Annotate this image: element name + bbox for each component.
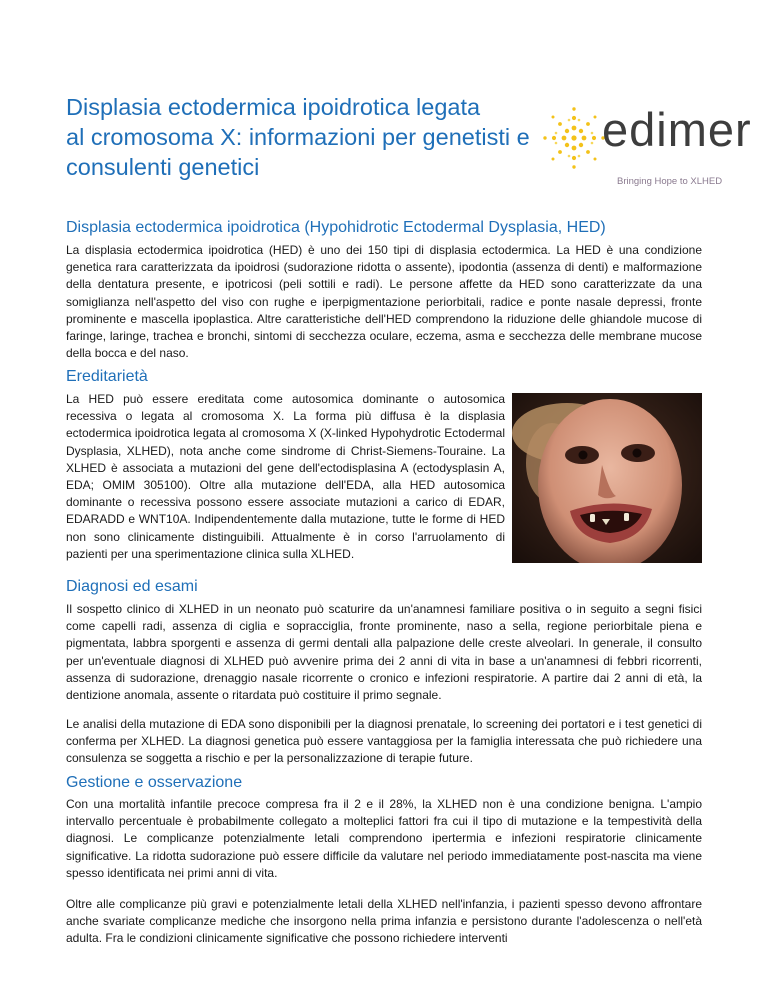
edimer-logo: [536, 100, 752, 190]
paragraph-gestione-1: Con una mortalità infantile precoce compresa fra il 2 e il 28%, la XLHED non è una condizione benigna. L'ampio intervallo percentuale è probabilmente collegato a molteplici fattori fra cui il tipo di mutazione e la tempestività della diagnosi. Le complicanze potenzialmente letali comprendono ipertermia e infezioni respiratorie clinicamente significative. La ridotta sudorazione può essere difficile da valutare nel periodo immediatamente post-nascita ma viene spesso identificata nei primi anni di vita.: [66, 797, 702, 880]
section-title-ereditarieta: Ereditarietà: [66, 368, 148, 385]
paragraph-ereditarieta: La HED può essere ereditata come autosomica dominante o autosomica recessiva o legata al cromosoma X. La forma più diffusa è la displasia ectodermica ipoidrotica legata al cromosoma X (X-linked Hypohydrotic Ectodermal Dysplasia, XLHED), nota anche come sindrome di Christ-Siemens-Touraine. La XLHED è associata a mutazioni del gene dell'ectodisplasina A (ectodysplasin A, EDA; OMIM 305100). Oltre alla mutazione dell'EDA, alla HED autosomica dominante o recessiva possono essere associate mutazioni a carico di EDAR, EDARADD e WNT10A. Indipendentemente dalla mutazione, tutte le forme di HED non sono clinicamente distinguibili. Attualmente è in corso l'arruolamento di pazienti per una sperimentazione clinica sulla XLHED.: [66, 392, 505, 561]
child-face-image: [512, 393, 702, 563]
paragraph-hed: La displasia ectodermica ipoidrotica (HED) è uno dei 150 tipi di displasia ectodermica. La HED è una condizione genetica rara caratterizzata da ipoidrosi (sudorazione ridotta o assente), ipodontia (assenza di denti) e malformazione della dentatura presente, e ipotricosi (peli sottili e radi). Le persone affette da HED sono caratterizzate da una somiglianza nell'aspetto del viso con rughe e iperpigmentazione periorbitali, radice e ponte nasale depressi, fronte prominente e mascella ipoplastica. Altre caratteristiche dell'HED comprendono la riduzione delle ghiandole mucose di faringe, laringe, trachea e bronchi, sintomi di secchezza oculare, eczema, asma e secchezza delle membrane mucose della bocca e del naso.: [66, 243, 702, 361]
section-title-hed: Displasia ectodermica ipoidrotica (Hypohidrotic Ectodermal Dysplasia, HED): [66, 219, 606, 236]
paragraph-diagnosi-1: Il sospetto clinico di XLHED in un neonato può scaturire da un'anamnesi familiare positiva o in seguito a segni fisici come capelli radi, assenza di ciglia e sopracciglia, fronte prominente, naso a sella, regione periorbitale piena e pigmentata, labbra sporgenti e assenza di germi dentali alla palpazione delle creste alveolari. In generale, il consulto per un'eventuale diagnosi di XLHED può avvenire prima dei 2 anni di vita in base a un'anamnesi di febbri ricorrenti, assenza di sudorazione, drenaggio nasale ricorrente o cronico e infezioni respiratorie. A partire dai 2 anni di età, la dentizione anomala, assente o ritardata può costituire il primo segnale.: [66, 602, 702, 703]
patient-photo: [512, 393, 702, 563]
title-line: Displasia ectodermica ipoidrotica legata: [66, 94, 481, 120]
title-line: al cromosoma X: informazioni per genetisti e: [66, 124, 530, 150]
paragraph-diagnosi-2: Le analisi della mutazione di EDA sono disponibili per la diagnosi prenatale, lo screening dei portatori e i test genetici di conferma per XLHED. La diagnosi genetica può essere vantaggiosa per la famiglia interessata che può richiedere una consulenza se soggetta a rischio e per la personalizzazione di terapie future.: [66, 717, 702, 766]
sun-burst-icon: [538, 102, 610, 174]
title-line: consulenti genetici: [66, 154, 260, 180]
logo-tagline: Bringing Hope to XLHED: [617, 176, 723, 187]
logo-wordmark: edimer: [602, 103, 752, 156]
paragraph-gestione-2: Oltre alle complicanze più gravi e potenzialmente letali della XLHED nell'infanzia, i pazienti spesso devono affrontare anche svariate complicanze mediche che insorgono nella prima infanzia e persistono durante l'adolescenza o nell'età adulta. Fra le condizioni clinicamente significative che possono richiedere interventi: [66, 897, 702, 946]
section-title-gestione: Gestione e osservazione: [66, 774, 243, 791]
section-title-diagnosi: Diagnosi ed esami: [66, 578, 198, 595]
document-title: [66, 92, 536, 182]
